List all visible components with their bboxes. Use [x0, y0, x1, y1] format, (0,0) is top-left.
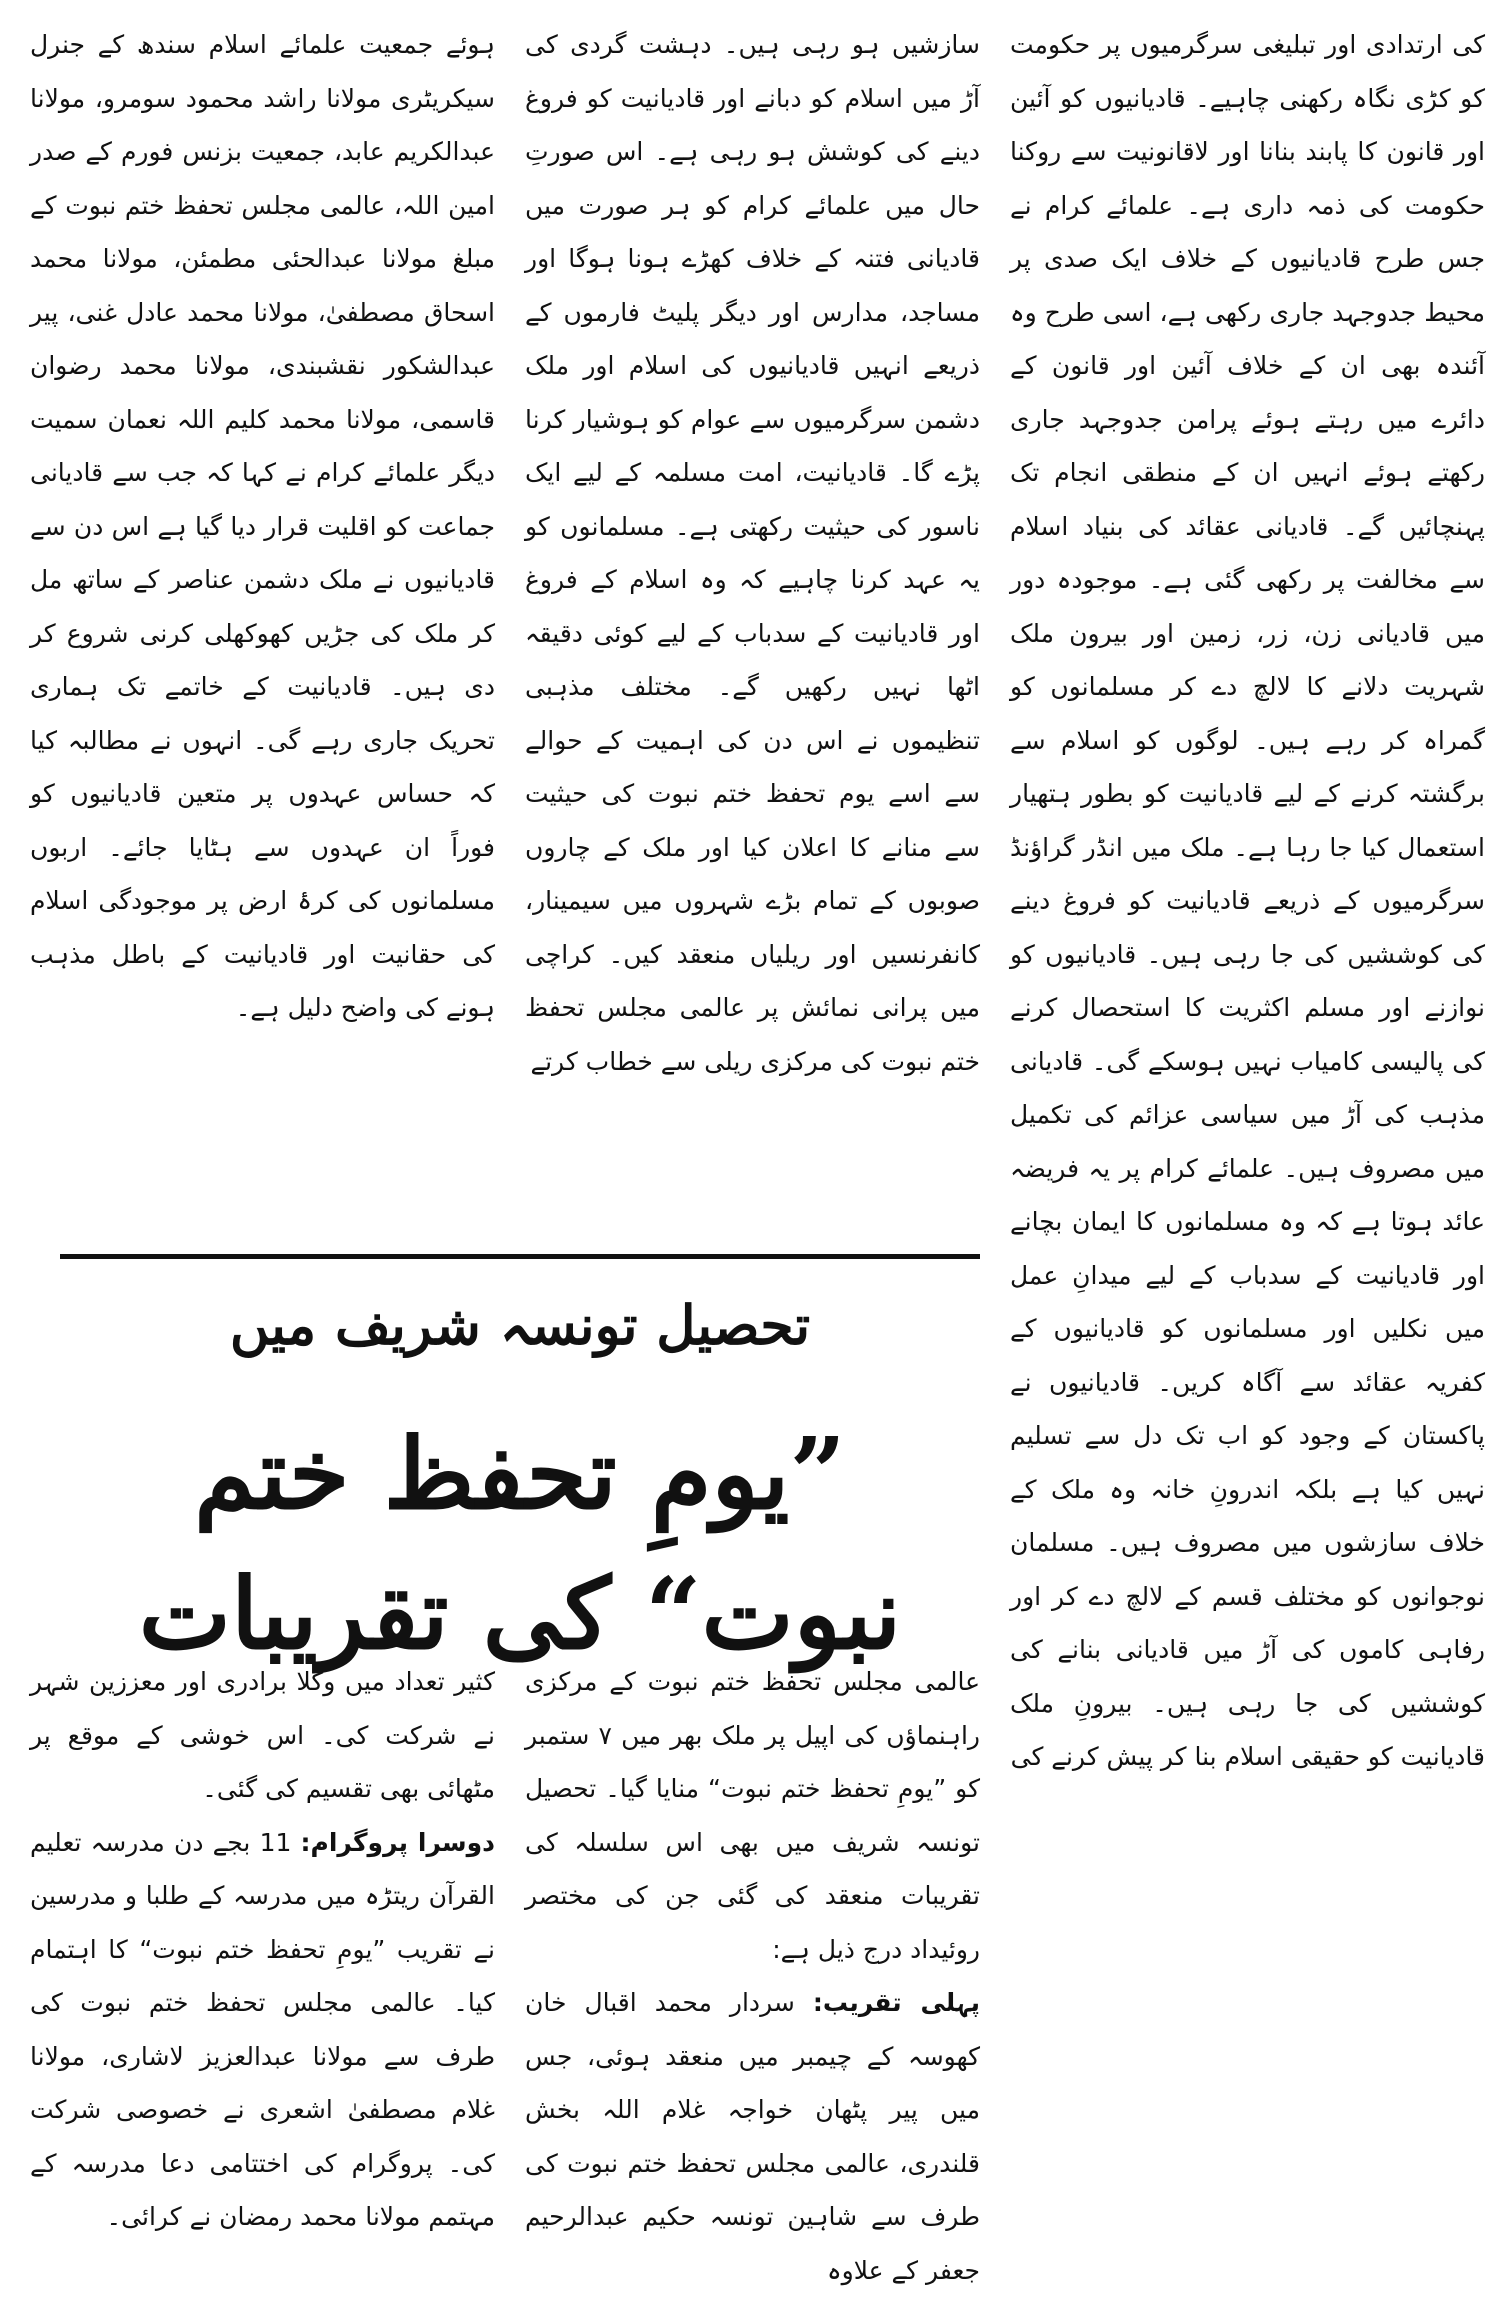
first-event-text: سردار محمد اقبال خان کھوسہ کے چیمبر میں منعقد ہوئی، جس میں پیر پٹھان خواجہ غلام اللہ بخش قلندری، عالمی مجلس تحفظ ختم نبوت کی طرف سے شاہین تونسہ حکیم عبدالرحیم جعفر کے علاوہ: [525, 1988, 980, 2285]
article-paragraph: کی ارتدادی اور تبلیغی سرگرمیوں پر حکومت کو کڑی نگاہ رکھنی چاہیے۔ قادیانیوں کو آئین اور قانون کا پابند بنانا اور لاقانونیت سے روکنا حکومت کی ذمہ داری ہے۔ علمائے کرام نے جس طرح قادیانیوں کے خلاف ایک صدی پر محیط جدوجہد جاری رکھی ہے، اسی طرح وہ آئندہ بھی ان کے خلاف آئین اور قانون کے دائرے میں رہتے ہوئے پرامن جدوجہد جاری رکھتے ہوئے انہیں ان کے منطقی انجام تک پہنچائیں گے۔ قادیانی عقائد کی بنیاد اسلام سے مخالفت پر رکھی گئی ہے۔ موجودہ دور میں قادیانی زن، زر، زمین اور بیرون ملک شہریت دلانے کا لالچ دے کر مسلمانوں کو گمراہ کر رہے ہیں۔ لوگوں کو اسلام سے برگشتہ کرنے کے لیے قادیانیت کو بطور ہتھیار استعمال کیا جا رہا ہے۔ ملک میں انڈر گراؤنڈ سرگرمیوں کے ذریعے قادیانیت کو فروغ دینے کی کوششیں کی جا رہی ہیں۔ قادیانیوں کو نوازنے اور مسلم اکثریت کا استحصال کرنے کی پالیسی کامیاب نہیں ہوسکے گی۔ قادیانی مذہب کی آڑ میں سیاسی عزائم کی تکمیل میں مصروف ہیں۔ علمائے کرام پر یہ فریضہ عائد ہوتا ہے کہ وہ مسلمانوں کا ایمان بچانے اور قادیانیت کے سدباب کے لیے میدانِ عمل میں نکلیں اور مسلمانوں کو قادیانیوں کے کفریہ عقائد سے آگاہ کریں۔ قادیانیوں نے پاکستان کے وجود کو اب تک دل سے تسلیم نہیں کیا ہے بلکہ اندرونِ خانہ وہ ملک کے خلاف سازشوں میں مصروف ہیں۔ مسلمان نوجوانوں کو مختلف قسم کے لالچ دے کر اور رفاہی کاموں کی آڑ میں قادیانی بنانے کی کوششیں کی جا رہی ہیں۔ بیرونِ ملک قادیانیت کو حقیقی اسلام بنا کر پیش کرنے کی: [1010, 30, 1485, 1771]
headline-kicker: تحصیل تونسہ شریف میں: [229, 1293, 811, 1357]
report-column-left: [30, 1655, 496, 2231]
article-column-left: [30, 18, 495, 1248]
report-continuation: کثیر تعداد میں وکلا برادری اور معززین شہر نے شرکت کی۔ اس خوشی کے موقع پر مٹھائی بھی تقسیم کی گئی۔: [30, 1667, 495, 1803]
second-event-paragraph: [30, 1816, 495, 2244]
headline-title: ”یومِ تحفظ ختم نبوت“ کی تقریبات: [138, 1417, 902, 1672]
first-event-paragraph: [525, 1976, 980, 2297]
section-divider: [60, 1254, 980, 1259]
second-event-lead: دوسرا پروگرام:: [300, 1827, 496, 1857]
report-column-middle: [525, 1655, 981, 2285]
article-column-right: [1010, 18, 1485, 2190]
article-column-middle: [525, 18, 980, 1248]
second-event-text: 11 بجے دن مدرسہ تعلیم القرآن ریتڑہ میں مدرسہ کے طلبا و مدرسین نے تقریب ”یومِ تحفظ ختم نبوت“ کا اہتمام کیا۔ عالمی مجلس تحفظ ختم نبوت کی طرف سے مولانا عبدالعزیز لاشاری، مولانا غلام مصطفیٰ اشعری نے خصوصی شرکت کی۔ پروگرام کی اختتامی دعا مدرسہ کے مہتمم مولانا محمد رمضان نے کرائی۔: [30, 1827, 495, 2231]
article-paragraph: ہوئے جمعیت علمائے اسلام سندھ کے جنرل سیکریٹری مولانا راشد محمود سومرو، مولانا عبدالکریم عابد، جمعیت بزنس فورم کے صدر امین اللہ، عالمی مجلس تحفظ ختم نبوت کے مبلغ مولانا عبدالحئی مطمئن، مولانا محمد اسحاق مصطفیٰ، مولانا محمد عادل غنی، پیر عبدالشکور نقشبندی، مولانا محمد رضوان قاسمی، مولانا محمد کلیم اللہ نعمان سمیت دیگر علمائے کرام نے کہا کہ جب سے قادیانی جماعت کو اقلیت قرار دیا گیا ہے اس دن سے قادیانیوں نے ملک دشمن عناصر کے ساتھ مل کر ملک کی جڑیں کھوکھلی کرنی شروع کر دی ہیں۔ قادیانیت کے خاتمے تک ہماری تحریک جاری رہے گی۔ انہوں نے مطالبہ کیا کہ حساس عہدوں پر متعین قادیانیوں کو فوراً ان عہدوں سے ہٹایا جائے۔ اربوں مسلمانوں کی کرۂ ارض پر موجودگی اسلام کی حقانیت اور قادیانیت کے باطل مذہب ہونے کی واضح دلیل ہے۔: [30, 30, 495, 1022]
headline-block: [60, 1275, 980, 1672]
report-intro: عالمی مجلس تحفظ ختم نبوت کے مرکزی راہنماؤں کی اپیل پر ملک بھر میں ۷ ستمبر کو ”یومِ تحفظ ختم نبوت“ منایا گیا۔ تحصیل تونسہ شریف میں بھی اس سلسلہ کی تقریبات منعقد کی گئی جن کی مختصر روئیداد درج ذیل ہے:: [525, 1667, 981, 1964]
first-event-lead: پہلی تقریب:: [812, 1988, 981, 2017]
article-paragraph: سازشیں ہو رہی ہیں۔ دہشت گردی کی آڑ میں اسلام کو دبانے اور قادیانیت کو فروغ دینے کی کوشش ہو رہی ہے۔ اس صورتِ حال میں علمائے کرام کو ہر صورت میں قادیانی فتنہ کے خلاف کھڑے ہونا ہوگا اور مساجد، مدارس اور دیگر پلیٹ فارموں کے ذریعے انہیں قادیانیوں کی اسلام اور ملک دشمن سرگرمیوں سے عوام کو ہوشیار کرنا پڑے گا۔ قادیانیت، امت مسلمہ کے لیے ایک ناسور کی حیثیت رکھتی ہے۔ مسلمانوں کو یہ عہد کرنا چاہیے کہ وہ اسلام کے فروغ اور قادیانیت کے سدباب کے لیے کوئی دقیقہ اٹھا نہیں رکھیں گے۔ مختلف مذہبی تنظیموں نے اس دن کی اہمیت کے حوالے سے اسے یوم تحفظ ختم نبوت کی حیثیت سے منانے کا اعلان کیا اور ملک کے چاروں صوبوں کے تمام بڑے شہروں میں سیمینار، کانفرنسیں اور ریلیاں منعقد کیں۔ کراچی میں پرانی نمائش پر عالمی مجلس تحفظ ختم نبوت کی مرکزی ریلی سے خطاب کرتے: [525, 30, 980, 1076]
